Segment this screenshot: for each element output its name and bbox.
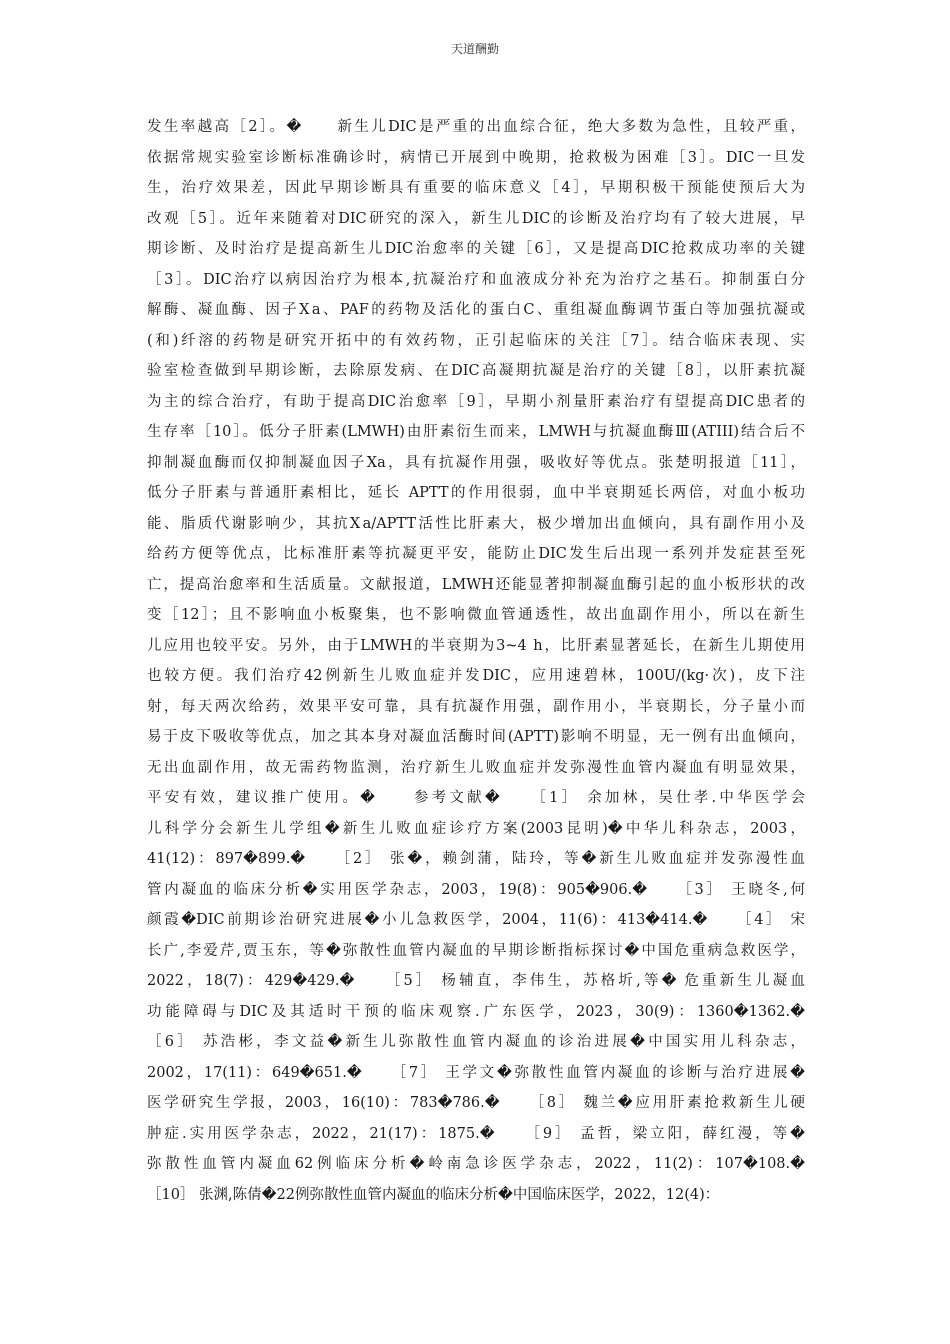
text-line: 亡，提高治愈率和生活质量。文献报道，LMWH还能显著抑制凝血酶引起的血小板形状的改 <box>147 576 805 593</box>
text-line: 解酶、凝血酶、因子Ⅹa、PAF的药物及活化的蛋白C、重组凝血酶调节蛋白等加强抗凝或 <box>147 302 805 318</box>
reference-line: 管内凝血的临床分析�实用医学杂志，2003，19(8)：905�906.� ［3］ 王晓冬,何 <box>147 881 805 898</box>
reference-line: 颜霞�DIC前期诊治研究进展�小儿急救医学，2004，11(6)：413�414.� ［4］ 宋 <box>147 912 805 928</box>
reference-line: ［10］ 张渊,陈倩�22例弥散性血管内凝血的临床分析�中国临床医学，2022，12(4)： <box>147 1186 720 1203</box>
reference-line: 肿症.实用医学杂志，2022，21(17)：1875.� ［9］ 孟哲，梁立阳，薛红漫，等� <box>147 1125 805 1142</box>
reference-line: 41(12)：897�899.� ［2］ 张�，赖剑蒲，陆玲，等�新生儿败血症并发弥漫性血 <box>147 851 805 867</box>
text-line: 无出血副作用，故无需药物监测，治疗新生儿败血症并发弥漫性血管内凝血有明显效果， <box>147 759 805 776</box>
text-line: 依据常规实验室诊断标准确诊时，病情已开展到中晚期，抢救极为困难［3］。DIC一旦发 <box>147 149 805 166</box>
reference-line: 2002，17(11)：649�651.� ［7］ 王学文�弥散性血管内凝血的诊断与治疗进展� <box>147 1064 805 1081</box>
text-line: 期诊断、及时治疗是提高新生儿DIC治愈率的关键［6］，又是提高DIC抢救成功率的关键 <box>147 241 805 257</box>
text-line: 发生率越高［2］。� 新生儿DIC是严重的出血综合征，绝大多数为急性，且较严重， <box>147 119 805 135</box>
reference-line: 功能障碍与DIC及其适时干预的临床观察.广东医学，2023，30(9)：1360�1362.� <box>147 1003 805 1020</box>
reference-line: 医学研究生学报，2003，16(10)：783�786.� ［8］ 魏兰�应用肝素抢救新生儿硬 <box>147 1095 805 1111</box>
text-line: 生，治疗效果差，因此早期诊断具有重要的临床意义［4］，早期积极干预能使预后大为 <box>147 180 805 196</box>
article-body <box>147 112 805 1210</box>
text-line: 也较方便。我们治疗42例新生儿败血症并发DIC，应用速碧林，100U/(kg·次)，皮下注 <box>147 668 805 684</box>
text-line: (和)纤溶的药物是研究开拓中的有效药物，正引起临床的关注［7］。结合临床表现、实 <box>147 332 805 349</box>
text-line: 给药方便等优点，比标准肝素等抗凝更平安，能防止DIC发生后出现一系列并发症甚至死 <box>147 546 805 562</box>
text-line: 儿应用也较平安。另外，由于LMWH的半衰期为3~4 h，比肝素显著延长，在新生儿期使用 <box>147 637 805 654</box>
reference-line: 弥散性血管内凝血62例临床分析�岭南急诊医学杂志，2022，11(2)：107�108.� <box>147 1156 805 1172</box>
text-line: 为主的综合治疗，有助于提高DIC治愈率［9］，早期小剂量肝素治疗有望提高DIC患者的 <box>147 393 805 410</box>
text-line: 抑制凝血酶而仅抑制凝血因子Xa，具有抗凝作用强，吸收好等优点。张楚明报道［11］， <box>147 454 805 471</box>
text-line: ［3］。DIC治疗以病因治疗为根本,抗凝治疗和血液成分补充为治疗之基石。抑制蛋白分 <box>147 271 805 288</box>
text-line: 易于皮下吸收等优点，加之其本身对凝血活酶时间(APTT)影响不明显，无一例有出血倾向， <box>147 729 805 745</box>
text-line: 生存率［10］。低分子肝素(LMWH)由肝素衍生而来，LMWH与抗凝血酶Ⅲ(ATIII)结合后不 <box>147 424 805 440</box>
text-line: 改观［5］。近年来随着对DIC研究的深入，新生儿DIC的诊断及治疗均有了较大进展，早 <box>147 210 805 227</box>
page-header: 天道酬勤 <box>450 42 499 56</box>
reference-line: 长广,李爱芹,贾玉东，等�弥散性血管内凝血的早期诊断指标探讨�中国危重病急救医学， <box>147 942 805 959</box>
text-line: 验室检查做到早期诊断，去除原发病、在DIC高凝期抗凝是治疗的关键［8］，以肝素抗凝 <box>147 363 805 379</box>
text-line: 射，每天两次给药，效果平安可靠，具有抗凝作用强，副作用小，半衰期长，分子量小而 <box>147 698 805 715</box>
text-line: 变［12］；且不影响血小板聚集，也不影响微血管通透性，故出血副作用小，所以在新生 <box>147 607 805 623</box>
reference-line: ［6］ 苏浩彬，李文益�新生儿弥散性血管内凝血的诊治进展�中国实用儿科杂志， <box>147 1034 805 1050</box>
reference-line: 儿科学分会新生儿学组�新生儿败血症诊疗方案(2003昆明)�中华儿科杂志，2003， <box>147 820 805 837</box>
text-line: 能、脂质代谢影响少，其抗Ⅹa/APTT活性比肝素大，极少增加出血倾向，具有副作用小及 <box>147 515 805 532</box>
text-line: 平安有效，建议推广使用。� 参考文献� ［1］ 余加林，吴仕孝.中华医学会 <box>147 790 805 806</box>
reference-line: 2022，18(7)：429�429.� ［5］ 杨辅直，李伟生，苏格圻,等� 危重新生儿凝血 <box>147 973 805 989</box>
text-line: 低分子肝素与普通肝素相比，延长 APTT的作用很弱，血中半衰期延长两倍，对血小板功 <box>147 485 805 501</box>
